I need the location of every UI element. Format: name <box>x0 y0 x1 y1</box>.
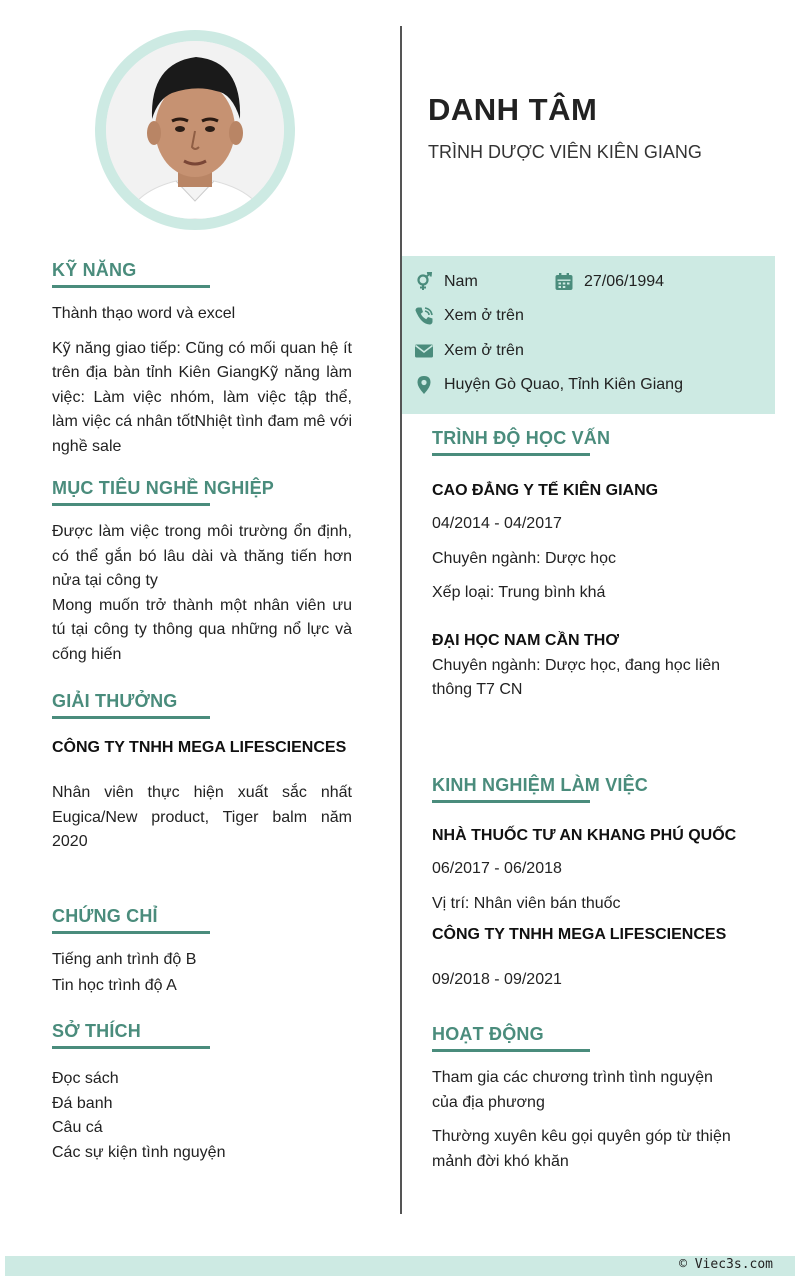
education-grade: Xếp loại: Trung bình khá <box>432 584 606 601</box>
activity-item: Thường xuyên kêu gọi quyên góp từ thiện mảnh đời khó khăn <box>432 1128 731 1170</box>
birthdate-value: 27/06/1994 <box>584 273 665 290</box>
education-major: Chuyên ngành: Dược học <box>432 549 616 567</box>
hobbies-title: SỞ THÍCH <box>52 1021 141 1041</box>
certificate-item: Tiếng anh trình độ B <box>52 951 197 968</box>
objective-section <box>52 478 352 667</box>
address-value: Huyện Gò Quao, Tỉnh Kiên Giang <box>444 376 683 393</box>
phone-icon <box>414 306 434 326</box>
hobby-item: Đọc sách <box>52 1070 119 1087</box>
activity-item: Tham gia các chương trình tình nguyện của địa phương <box>432 1069 713 1111</box>
awards-title: GIẢI THƯỞNG <box>52 691 178 711</box>
phone-value: Xem ở trên <box>444 307 524 324</box>
activities-title: HOẠT ĐỘNG <box>432 1024 544 1044</box>
company-name: NHÀ THUỐC TƯ AN KHANG PHÚ QUỐC <box>432 827 737 844</box>
email-row <box>414 341 524 361</box>
objective-title: MỤC TIÊU NGHỀ NGHIỆP <box>52 478 275 498</box>
email-value: Xem ở trên <box>444 342 524 359</box>
address-row <box>414 375 683 395</box>
job-role: TRÌNH DƯỢC VIÊN KIÊN GIANG <box>428 142 702 162</box>
section-underline <box>52 1046 210 1049</box>
job-position: Vị trí: Nhân viên bán thuốc <box>432 894 621 912</box>
section-underline <box>432 800 590 803</box>
skill-item: Kỹ năng giao tiếp: Cũng có mối quan hệ ít trên địa bàn tỉnh Kiên GiangKỹ năng làm việc: Làm việc nhóm, làm việc tập thể, làm việc cá nhân tốtNhiệt tình đam mê với nghề sale <box>52 339 352 455</box>
objective-item: Được làm việc trong môi trường ổn định, có thể gắn bó lâu dài và thăng tiến hơn nửa tại công ty <box>52 523 352 589</box>
skills-section <box>52 260 352 459</box>
section-underline <box>432 1049 590 1052</box>
portrait-photo <box>106 41 284 219</box>
activities-section <box>432 1024 762 1174</box>
birthdate-row <box>554 272 664 292</box>
full-name: DANH TÂM <box>428 92 598 127</box>
education-title: TRÌNH ĐỘ HỌC VẤN <box>432 428 611 448</box>
education-period: 04/2014 - 04/2017 <box>432 515 562 532</box>
gender-icon <box>414 272 434 292</box>
education-major: Chuyên ngành: Dược học, đang học liên thông T7 CN <box>432 656 721 698</box>
footer-credit: © Viec3s.com <box>679 1257 773 1272</box>
hobby-item: Câu cá <box>52 1119 103 1136</box>
skill-item: Thành thạo word và excel <box>52 305 236 322</box>
school-name: ĐẠI HỌC NAM CẦN THƠ <box>432 631 619 649</box>
hobby-item: Đá banh <box>52 1094 113 1112</box>
hobbies-section <box>52 1021 352 1165</box>
certificate-item: Tin học trình độ A <box>52 976 177 994</box>
education-section <box>432 428 762 703</box>
experience-title: KINH NGHIỆM LÀM VIỆC <box>432 775 649 795</box>
section-underline <box>52 503 210 506</box>
job-period: 09/2018 - 09/2021 <box>432 971 562 988</box>
company-name: CÔNG TY TNHH MEGA LIFESCIENCES <box>432 926 727 943</box>
certificates-title: CHỨNG CHỈ <box>52 906 158 926</box>
calendar-icon <box>554 272 574 292</box>
skills-title: KỸ NĂNG <box>52 260 137 280</box>
hobby-item: Các sự kiện tình nguyện <box>52 1143 226 1161</box>
experience-section <box>432 775 762 993</box>
award-desc: Nhân viên thực hiện xuất sắc nhất Eugica/New product, Tiger balm năm 2020 <box>52 784 352 850</box>
section-underline <box>52 716 210 719</box>
gender-row <box>414 272 478 292</box>
section-underline <box>52 931 210 934</box>
gender-value: Nam <box>444 273 478 290</box>
location-pin-icon <box>414 375 434 395</box>
email-icon <box>414 341 434 361</box>
objective-item: Mong muốn trở thành một nhân viên ưu tú tại công ty thông qua những nổ lực và cống hiến <box>52 596 352 663</box>
job-period: 06/2017 - 06/2018 <box>432 860 562 877</box>
column-divider <box>400 26 402 1214</box>
section-underline <box>432 453 590 456</box>
contact-panel <box>402 256 775 414</box>
certificates-section <box>52 906 352 998</box>
phone-row <box>414 306 524 326</box>
section-underline <box>52 285 210 288</box>
awards-section <box>52 691 352 855</box>
avatar <box>106 41 284 219</box>
award-org: CÔNG TY TNHH MEGA LIFESCIENCES <box>52 739 347 756</box>
school-name: CAO ĐẲNG Y TẾ KIÊN GIANG <box>432 482 659 499</box>
footer-bar <box>5 1256 795 1276</box>
